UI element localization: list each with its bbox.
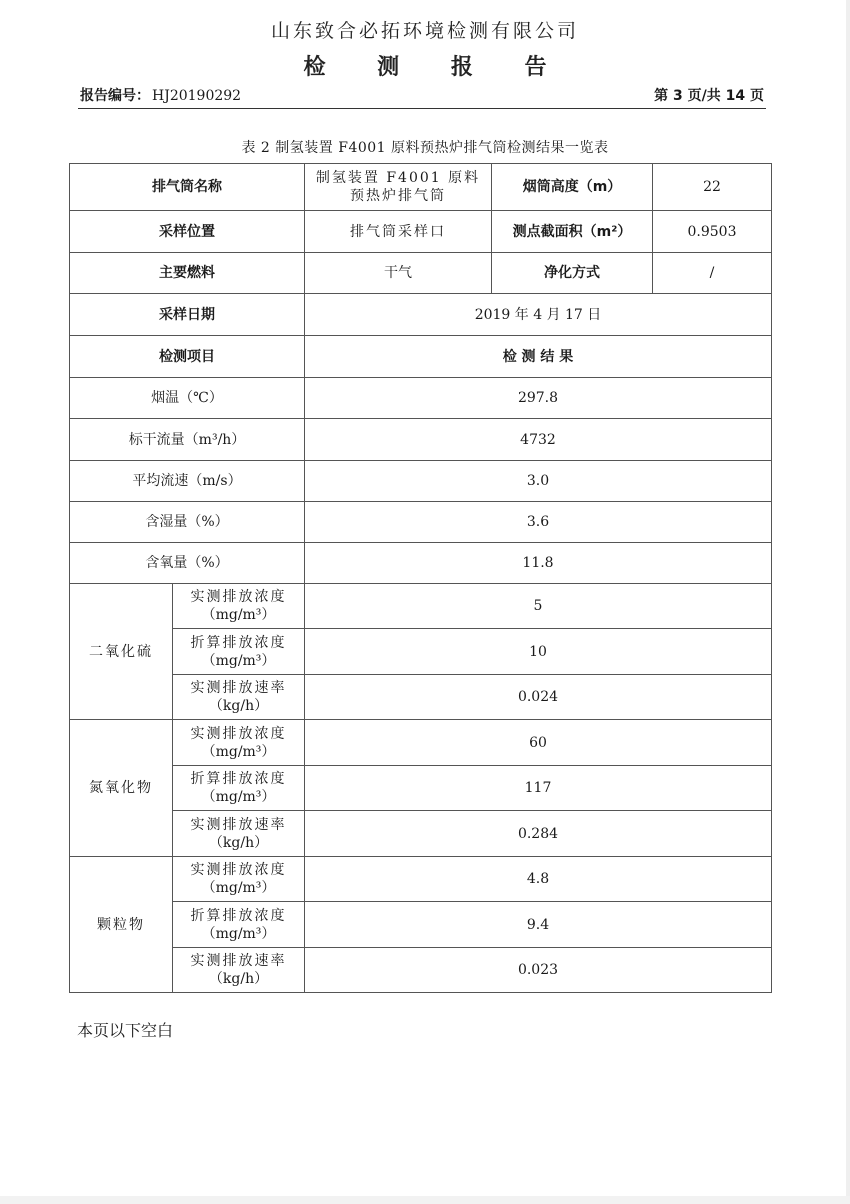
report-number-value: HJ20190292 xyxy=(152,88,242,104)
pollutant-name: 二氧化硫 xyxy=(70,584,173,720)
measure-item xyxy=(173,629,305,675)
table-row xyxy=(70,584,772,629)
measure-item-unit: （kg/h） xyxy=(208,834,269,851)
measure-item-name: 实测排放速率 xyxy=(190,680,287,696)
table-row xyxy=(70,766,772,811)
measure-item-name: 折算排放浓度 xyxy=(190,771,287,787)
measure-item-unit: （kg/h） xyxy=(208,971,269,987)
measure-item-unit: （mg/m³） xyxy=(201,743,276,760)
section-area-value: 0.9503 xyxy=(653,211,772,253)
measure-item xyxy=(173,948,305,993)
table-row xyxy=(70,948,772,993)
measure-item-name: 实测排放速率 xyxy=(190,953,287,969)
measure-value: 60 xyxy=(305,720,772,766)
stack-height-value: 22 xyxy=(653,164,772,211)
table-row xyxy=(70,720,772,766)
param-label: 标干流量（m³/h） xyxy=(70,419,305,461)
table-row xyxy=(70,902,772,948)
table-row xyxy=(70,857,772,902)
measure-item-unit: （mg/m³） xyxy=(201,789,276,805)
param-value: 297.8 xyxy=(305,378,772,419)
table-row xyxy=(70,461,772,502)
fuel-label: 主要燃料 xyxy=(70,253,305,294)
stack-name-value: 制氢装置 F4001 原料预热炉排气筒 xyxy=(305,164,492,211)
section-area-label: 测点截面积（m²） xyxy=(492,211,653,253)
report-number xyxy=(80,85,241,105)
param-value: 11.8 xyxy=(305,543,772,584)
scan-edge-mark xyxy=(0,1196,850,1204)
stack-name-label: 排气筒名称 xyxy=(70,164,305,211)
param-label: 平均流速（m/s） xyxy=(70,461,305,502)
param-value: 4732 xyxy=(305,419,772,461)
sampling-position-value: 排气筒采样口 xyxy=(305,211,492,253)
pollutant-name: 颗粒物 xyxy=(70,857,173,993)
table-row xyxy=(70,811,772,857)
table-row xyxy=(70,629,772,675)
document-title: 检 测 报 告 xyxy=(303,55,569,80)
table-row xyxy=(70,543,772,584)
measure-item-unit: （mg/m³） xyxy=(201,607,276,623)
param-value: 3.6 xyxy=(305,502,772,543)
measure-item-name: 实测排放浓度 xyxy=(190,725,287,742)
pollutant-name: 氮氧化物 xyxy=(70,720,173,857)
measure-item-unit: （mg/m³） xyxy=(201,925,276,942)
measure-item xyxy=(173,766,305,811)
sampling-date-value: 2019 年 4 月 17 日 xyxy=(305,294,772,336)
purification-label: 净化方式 xyxy=(492,253,653,294)
scan-edge-mark xyxy=(846,0,850,1204)
param-label: 烟温（℃） xyxy=(70,378,305,419)
param-label: 含氧量（%） xyxy=(70,543,305,584)
results-table xyxy=(69,163,772,993)
table-row xyxy=(70,253,772,294)
sampling-position-label: 采样位置 xyxy=(70,211,305,253)
table-caption: 表 2 制氢装置 F4001 原料预热炉排气筒检测结果一览表 xyxy=(241,140,609,156)
purification-value: / xyxy=(653,253,772,294)
sampling-date-label: 采样日期 xyxy=(70,294,305,336)
table-row xyxy=(70,675,772,720)
measure-item-unit: （kg/h） xyxy=(208,698,269,714)
measure-item-unit: （mg/m³） xyxy=(201,880,276,896)
blank-below-note: 本页以下空白 xyxy=(77,1021,174,1040)
header-divider xyxy=(78,108,766,109)
param-value: 3.0 xyxy=(305,461,772,502)
result-header: 检 测 结 果 xyxy=(305,336,772,378)
report-number-label: 报告编号： xyxy=(80,88,150,104)
measure-value: 0.284 xyxy=(305,811,772,857)
measure-item xyxy=(173,720,305,766)
measure-item-name: 折算排放浓度 xyxy=(190,907,287,924)
table-row xyxy=(70,211,772,253)
measure-value: 0.023 xyxy=(305,948,772,993)
measure-item xyxy=(173,584,305,629)
table-row xyxy=(70,502,772,543)
measure-value: 4.8 xyxy=(305,857,772,902)
table-row xyxy=(70,378,772,419)
measure-item xyxy=(173,811,305,857)
stack-height-label: 烟筒高度（m） xyxy=(492,164,653,211)
table-row xyxy=(70,419,772,461)
item-header: 检测项目 xyxy=(70,336,305,378)
measure-item xyxy=(173,857,305,902)
fuel-value: 干气 xyxy=(305,253,492,294)
table-row xyxy=(70,294,772,336)
measure-value: 5 xyxy=(305,584,772,629)
measure-item-name: 实测排放浓度 xyxy=(190,589,287,605)
company-name: 山东致合必拓环境检测有限公司 xyxy=(270,20,579,42)
measure-item-name: 折算排放浓度 xyxy=(190,634,287,651)
measure-item-name: 实测排放速率 xyxy=(190,816,287,833)
measure-value: 0.024 xyxy=(305,675,772,720)
param-label: 含湿量（%） xyxy=(70,502,305,543)
measure-item-name: 实测排放浓度 xyxy=(190,862,287,878)
measure-item xyxy=(173,902,305,948)
measure-item-unit: （mg/m³） xyxy=(201,652,276,669)
measure-value: 9.4 xyxy=(305,902,772,948)
page-indicator: 第 3 页/共 14 页 xyxy=(654,88,764,104)
measure-value: 10 xyxy=(305,629,772,675)
measure-item xyxy=(173,675,305,720)
measure-value: 117 xyxy=(305,766,772,811)
table-row xyxy=(70,164,772,211)
table-row xyxy=(70,336,772,378)
